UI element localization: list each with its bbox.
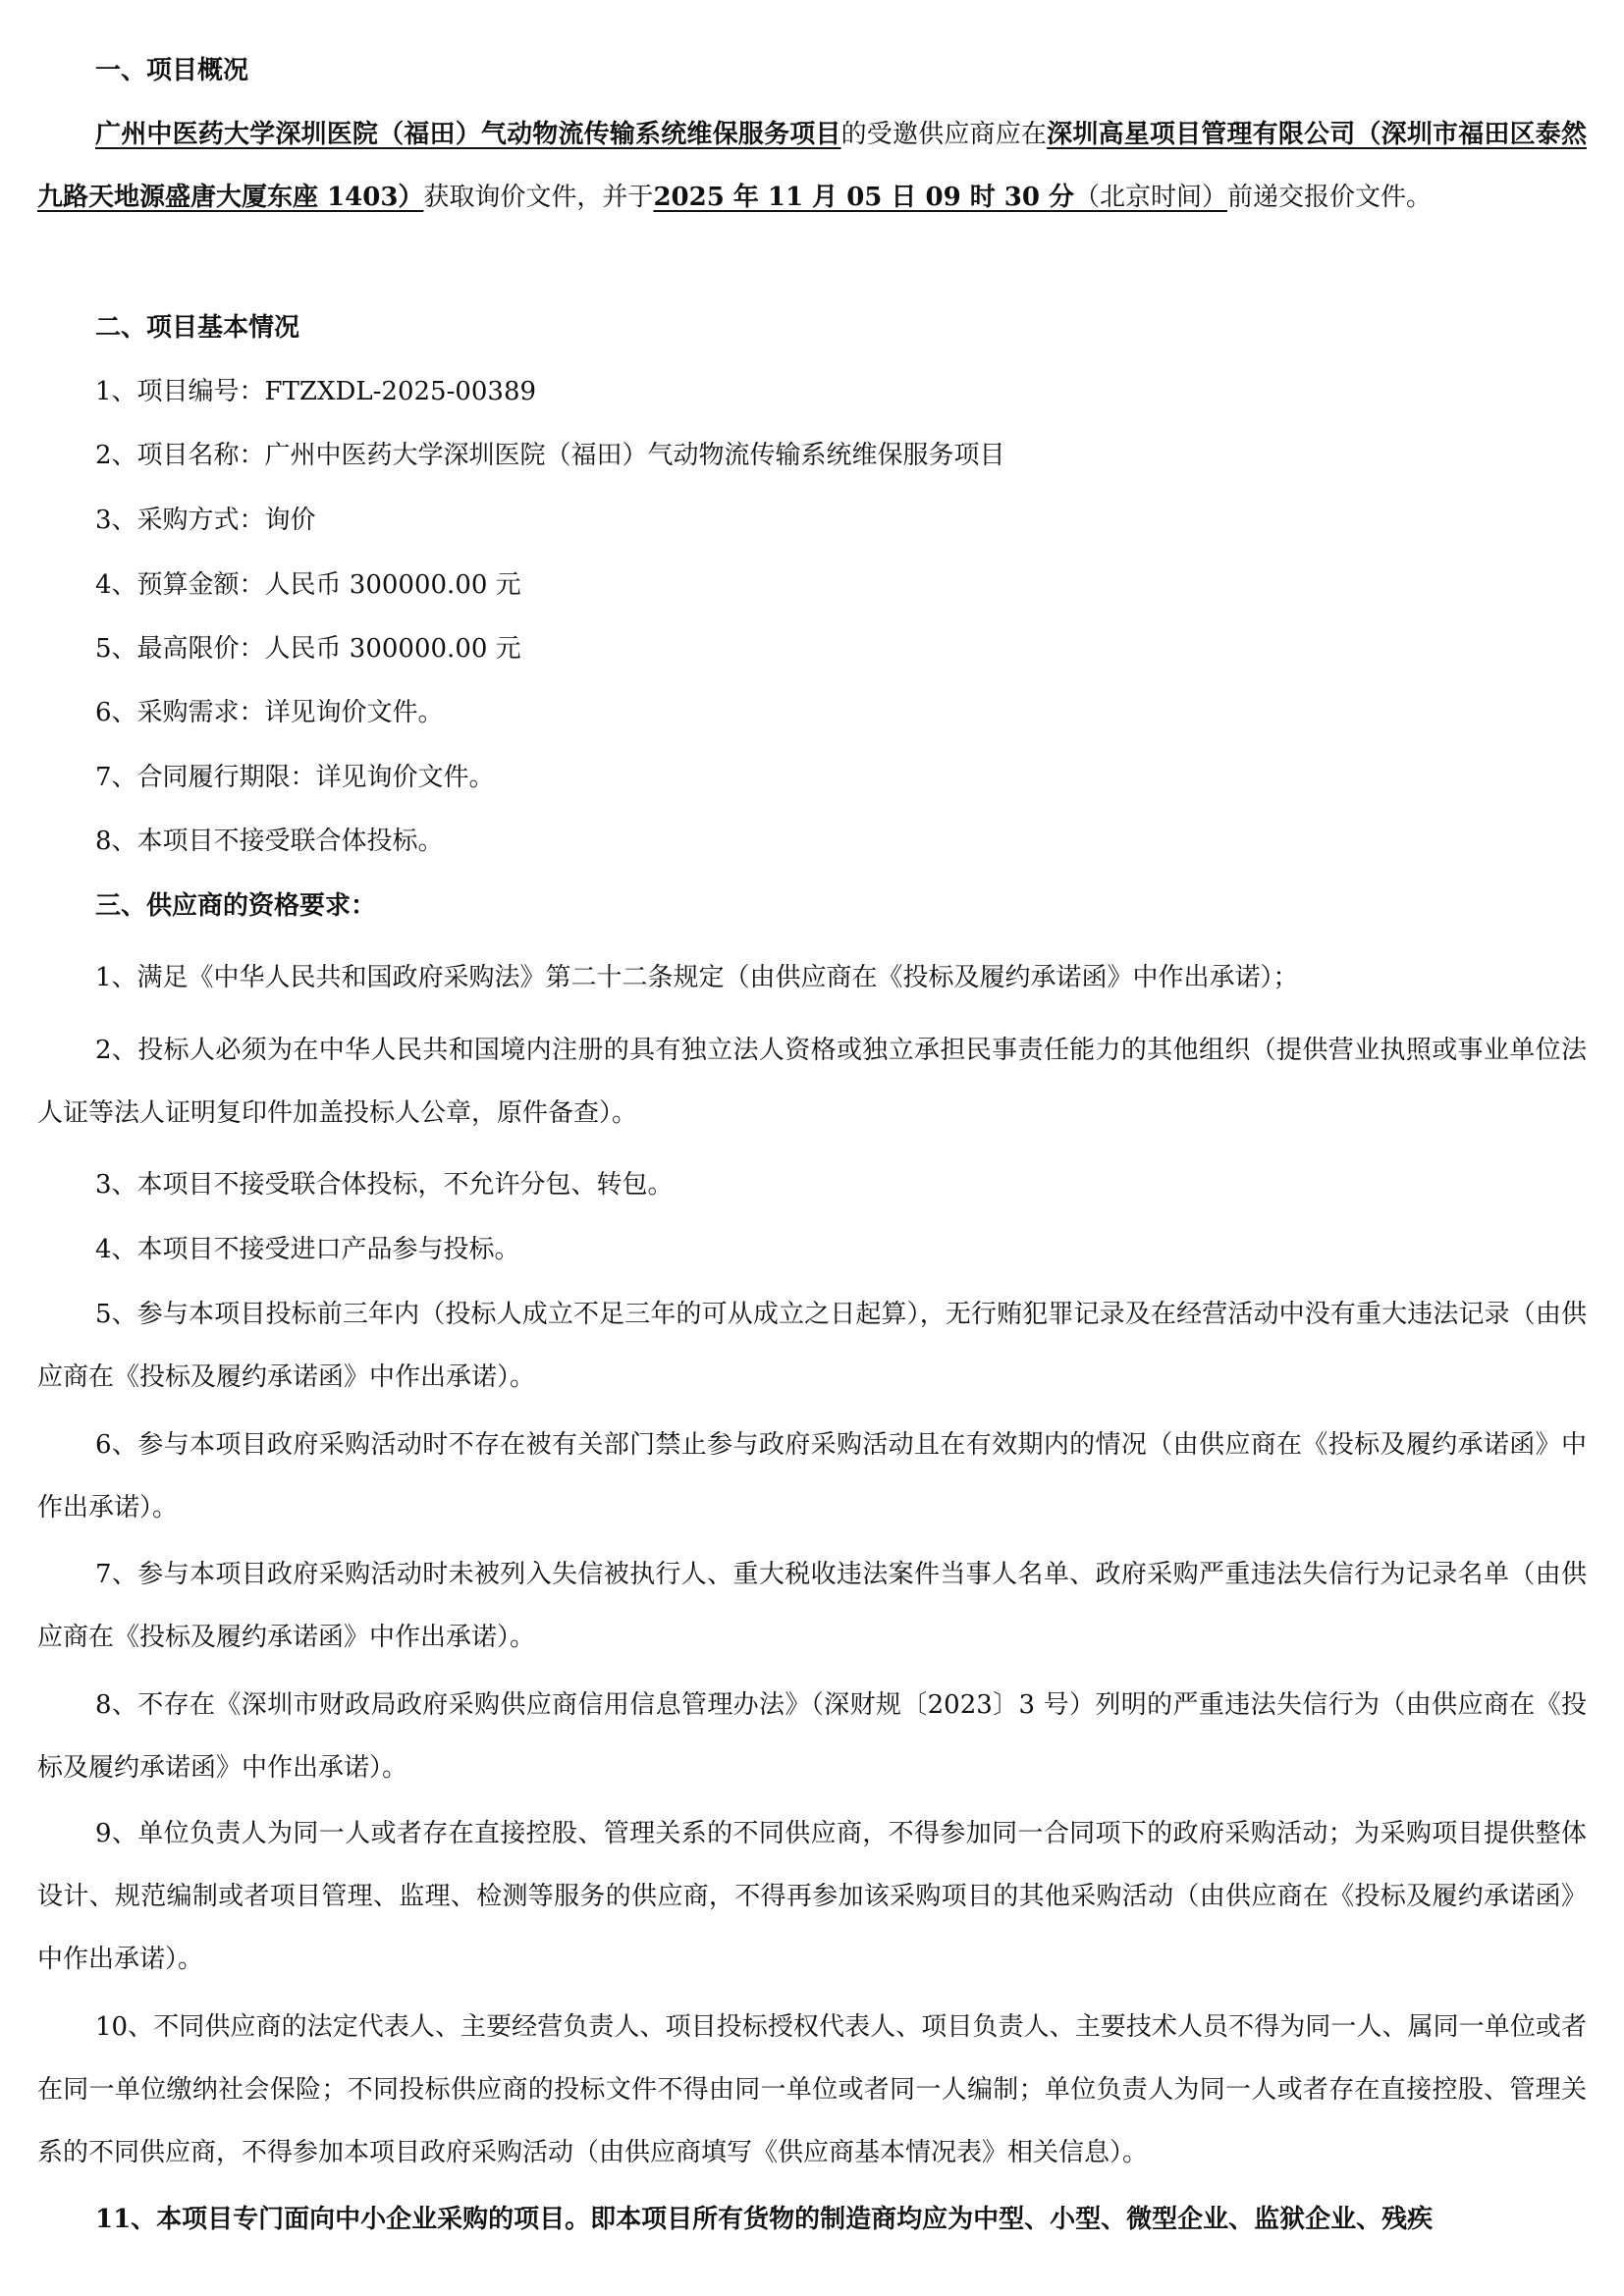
overview-text-1: 的受邀供应商应在 [840, 120, 1048, 149]
qualification-item-11: 11、本项目专门面向中小企业采购的项目。即本项目所有货物的制造商均应为中型、小型、微型企业、监狱企业、残疾 [95, 2205, 1434, 2234]
deadline-timezone: （北京时间） [1074, 183, 1228, 212]
basic-item-8: 8、本项目不接受联合体投标。 [95, 827, 444, 856]
basic-item-1: 1、项目编号：FTZXDL-2025-00389 [95, 377, 537, 406]
qualification-item-10: 10、不同供应商的法定代表人、主要经营负责人、项目投标授权代表人、项目负责人、主要技术人员不得为同一人、属同一单位或者在同一单位缴纳社会保险；不同投标供应商的投标文件不得由同一单位或者同一人编制；单位负责人为同一人或者存在直接控股、管理关系的不同供应商，不得参加本项目政府采购活动（由供应商填写《供应商基本情况表》相关信息）。 [37, 2012, 1587, 2167]
basic-item-4: 4、预算金额：人民币 300000.00 元 [95, 570, 521, 600]
qualification-item-5: 5、参与本项目投标前三年内（投标人成立不足三年的可从成立之日起算），无行贿犯罪记录及在经营活动中没有重大违法记录（由供应商在《投标及履约承诺函》中作出承诺）。 [37, 1300, 1587, 1392]
qualification-item-3: 3、本项目不接受联合体投标，不允许分包、转包。 [95, 1170, 674, 1200]
overview-text-3: 前递交报价文件。 [1227, 183, 1433, 212]
section-heading-qualification: 三、供应商的资格要求： [95, 891, 377, 921]
section-heading-basic: 二、项目基本情况 [95, 313, 300, 343]
deadline-time: 2025 年 11 月 05 日 09 时 30 分 [653, 183, 1074, 212]
basic-item-3: 3、采购方式：询价 [95, 506, 316, 535]
agency-address: 深圳高星项目管理有限公司（深圳市福田区泰然九路天地源盛唐大厦东座 1403） [37, 120, 1587, 212]
basic-item-5: 5、最高限价：人民币 300000.00 元 [95, 634, 521, 664]
basic-item-2: 2、项目名称：广州中医药大学深圳医院（福田）气动物流传输系统维保服务项目 [95, 441, 1005, 470]
qualification-item-8: 8、不存在《深圳市财政局政府采购供应商信用信息管理办法》（深财规〔2023〕3 号）列明的严重违法失信行为（由供应商在《投标及履约承诺函》中作出承诺）。 [37, 1690, 1587, 1783]
project-name: 广州中医药大学深圳医院（福田）气动物流传输系统维保服务项目 [95, 120, 841, 149]
qualification-item-9: 9、单位负责人为同一人或者存在直接控股、管理关系的不同供应商，不得参加同一合同项下的政府采购活动；为采购项目提供整体设计、规范编制或者项目管理、监理、检测等服务的供应商，不得再参加该采购项目的其他采购活动（由供应商在《投标及履约承诺函》中作出承诺）。 [37, 1819, 1587, 1974]
qualification-item-2: 2、投标人必须为在中华人民共和国境内注册的具有独立法人资格或独立承担民事责任能力的其他组织（提供营业执照或事业单位法人证等法人证明复印件加盖投标人公章，原件备查）。 [37, 1036, 1587, 1128]
basic-item-6: 6、采购需求：详见询价文件。 [95, 698, 444, 727]
qualification-item-7: 7、参与本项目政府采购活动时未被列入失信被执行人、重大税收违法案件当事人名单、政府采购严重违法失信行为记录名单（由供应商在《投标及履约承诺函》中作出承诺）。 [37, 1560, 1587, 1652]
overview-text-2: 获取询价文件，并于 [423, 183, 654, 212]
qualification-item-4: 4、本项目不接受进口产品参与投标。 [95, 1235, 520, 1264]
qualification-item-6: 6、参与本项目政府采购活动时不存在被有关部门禁止参与政府采购活动且在有效期内的情况（由供应商在《投标及履约承诺函》中作出承诺）。 [37, 1430, 1587, 1522]
section-heading-overview: 一、项目概况 [95, 56, 249, 85]
basic-item-7: 7、合同履行期限：详见询价文件。 [95, 763, 495, 792]
qualification-item-1: 1、满足《中华人民共和国政府采购法》第二十二条规定（由供应商在《投标及履约承诺函》中作出承诺）； [95, 963, 1299, 992]
overview-paragraph [37, 103, 1587, 229]
